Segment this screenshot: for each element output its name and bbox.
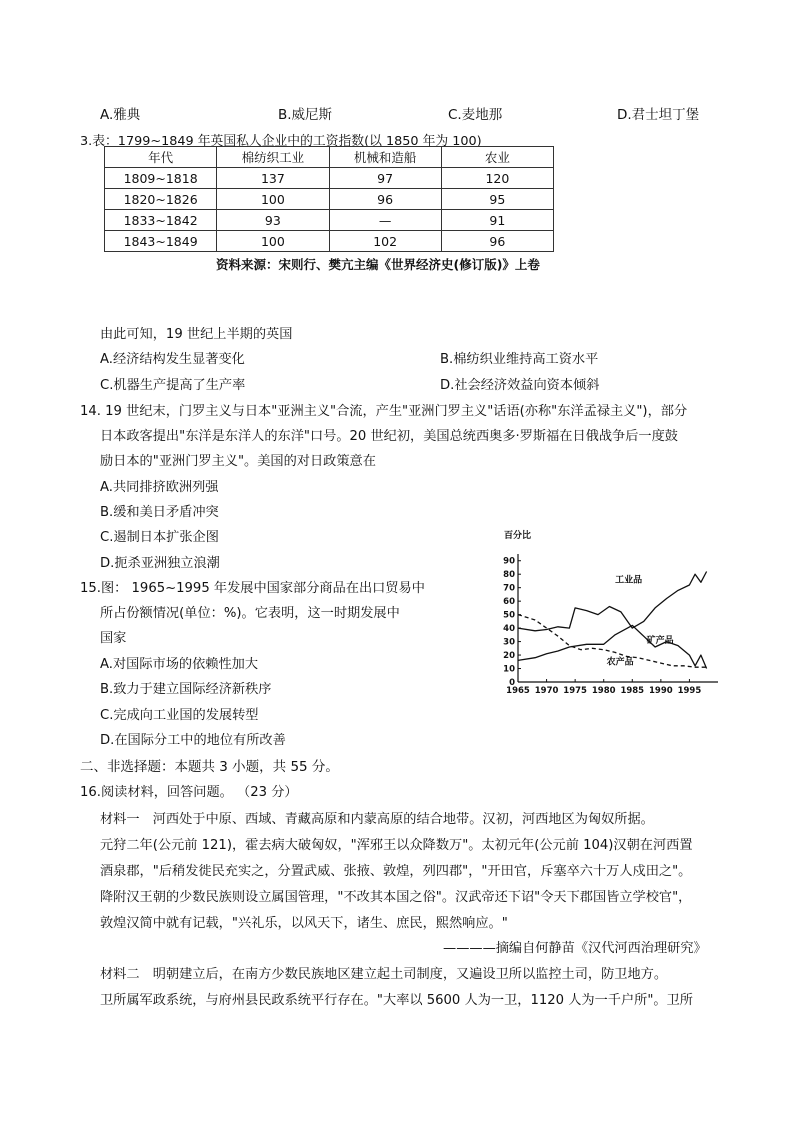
q15-option-b: B.致力于建立国际经济新秩序 [100,682,272,697]
chart-y-tick-label: 70 [503,583,515,594]
table-cell: 1809~1818 [105,168,217,189]
q14-stem-line: 日本政客提出"东洋是东洋人的东洋"口号。20 世纪初，美国总统西奥多·罗斯福在日俄战争后一度鼓 [100,429,678,444]
table-cell: — [329,210,441,231]
q16-material2-line: 材料二 明朝建立后，在南方少数民族地区建立起土司制度，又遍设卫所以监控土司，防卫地方。 [100,967,668,982]
q13-option-c: C.麦地那 [448,107,503,123]
chart-y-tick-label: 60 [503,597,515,608]
q14-option-b: B.缓和美日矛盾冲突 [100,505,219,520]
section-heading: 二、非选择题：本题共 3 小题，共 55 分。 [80,759,339,775]
table-header: 年代 [105,147,217,168]
chart-y-tick-label: 10 [503,664,515,675]
q15-option-c: C.完成向工业国的发展转型 [100,708,259,723]
table-row [105,168,554,189]
q14-option-a: A.共同排挤欧洲列强 [100,480,219,495]
chart-series-industrial [518,572,707,631]
table-cell: 97 [329,168,441,189]
q16-material1-line: 敦煌汉简中就有记载，"兴礼乐，以风天下，诸生、庶民，熙然响应。" [100,916,508,931]
table-cell: 91 [441,210,553,231]
q16-material1-line: 酒泉郡，"后稍发徙民充实之，分置武威、张掖、敦煌，列四郡"，"开田官，斥塞卒六十万人戍田之"。 [100,864,692,879]
chart-y-tick-label: 20 [503,651,515,662]
table-row [105,189,554,210]
table-cell: 137 [217,168,329,189]
table-cell: 96 [329,189,441,210]
chart-y-tick-label: 30 [503,637,515,648]
q16-material1-line: 元狩二年(公元前 121)，霍去病大破匈奴，"浑邪王以众降数万"。太初元年(公元前 104)汉朝在河西置 [100,838,693,853]
table-cell: 102 [329,231,441,252]
q3-option-b: B.棉纺织业维持高工资水平 [440,352,599,367]
table-header: 机械和造船 [329,147,441,168]
wage-index-table [104,146,554,252]
export-share-chart [498,522,738,702]
table-source: 资料来源：宋则行、樊亢主编《世界经济史(修订版)》上卷 [216,257,540,272]
q16-stem: 16.阅读材料，回答问题。 （23 分） [80,785,298,800]
q15-stem-line: 所占份额情况(单位：%)。它表明，这一时期发展中 [100,606,400,621]
chart-y-tick-label: 40 [503,624,515,635]
chart-x-tick-label: 1985 [620,686,645,696]
chart-x-tick-label: 1980 [591,686,616,696]
q13-option-a: A.雅典 [100,107,141,123]
q3-stem: 3.表：1799~1849 年英国私人企业中的工资指数(以 1850 年为 100) [80,134,482,149]
chart-x-tick-label: 1965 [506,686,530,696]
table-cell: 100 [217,189,329,210]
chart-y-label: 百分比 [504,531,532,541]
chart-x-tick-label: 1970 [534,686,559,696]
q14-stem-line: 14. 19 世纪末，门罗主义与日本"亚洲主义"合流，产生"亚洲门罗主义"话语(亦称"东洋孟禄主义")，部分 [80,404,688,419]
chart-y-tick-label: 50 [503,610,515,621]
chart-y-tick-label: 90 [503,556,515,567]
chart-x-tick-label: 1995 [677,686,702,696]
q3-option-c: C.机器生产提高了生产率 [100,378,246,393]
q15-option-d: D.在国际分工中的地位有所改善 [100,733,286,748]
q16-material1-line: 材料一 河西处于中原、西域、青藏高原和内蒙高原的结合地带。汉初，河西地区为匈奴所据。 [100,812,654,827]
table-row [105,231,554,252]
table-cell: 1820~1826 [105,189,217,210]
table-header-row [105,147,554,168]
chart-y-tick-label: 80 [503,570,515,581]
q15-stem-line: 国家 [100,631,127,646]
q15-option-a: A.对国际市场的依赖性加大 [100,657,259,672]
chart-series-label: 工业品 [615,575,643,586]
q14-stem-line: 励日本的"亚洲门罗主义"。美国的对日政策意在 [100,454,376,469]
table-cell: 100 [217,231,329,252]
table-cell: 93 [217,210,329,231]
table-header: 农业 [441,147,553,168]
chart-series-label: 矿产品 [646,635,674,646]
q13-option-d: D.君士坦丁堡 [617,107,700,123]
table-cell: 95 [441,189,553,210]
q13-option-b: B.威尼斯 [278,107,333,123]
q15-stem-line: 15.图： 1965~1995 年发展中国家部分商品在出口贸易中 [80,581,425,596]
q16-material2-line: 卫所属军政系统，与府州县民政系统平行存在。"大率以 5600 人为一卫，1120 人为一千户所"。卫所 [100,993,693,1008]
table-cell: 96 [441,231,553,252]
table-cell: 1833~1842 [105,210,217,231]
q16-material1-line: 降附汉王朝的少数民族则设立属国管理，"不改其本国之俗"。汉武帝还下诏"令天下郡国皆立学校官"， [100,890,692,905]
table-cell: 1843~1849 [105,231,217,252]
q14-option-c: C.遏制日本扩张企图 [100,530,219,545]
q16-material1-source: ————摘编自何静苗《汉代河西治理研究》 [443,941,707,956]
chart-x-tick-label: 1975 [563,686,587,696]
q14-option-d: D.扼杀亚洲独立浪潮 [100,556,220,571]
table-header: 棉纺织工业 [217,147,329,168]
chart-x-tick-label: 1990 [649,686,673,696]
chart-series-label: 农产品 [606,657,634,668]
q3-question: 由此可知，19 世纪上半期的英国 [100,327,293,342]
q3-option-d: D.社会经济效益向资本倾斜 [440,378,600,393]
table-cell: 120 [441,168,553,189]
table-row [105,210,554,231]
q3-option-a: A.经济结构发生显著变化 [100,352,245,367]
chart-y-tick-label: 0 [509,678,515,688]
